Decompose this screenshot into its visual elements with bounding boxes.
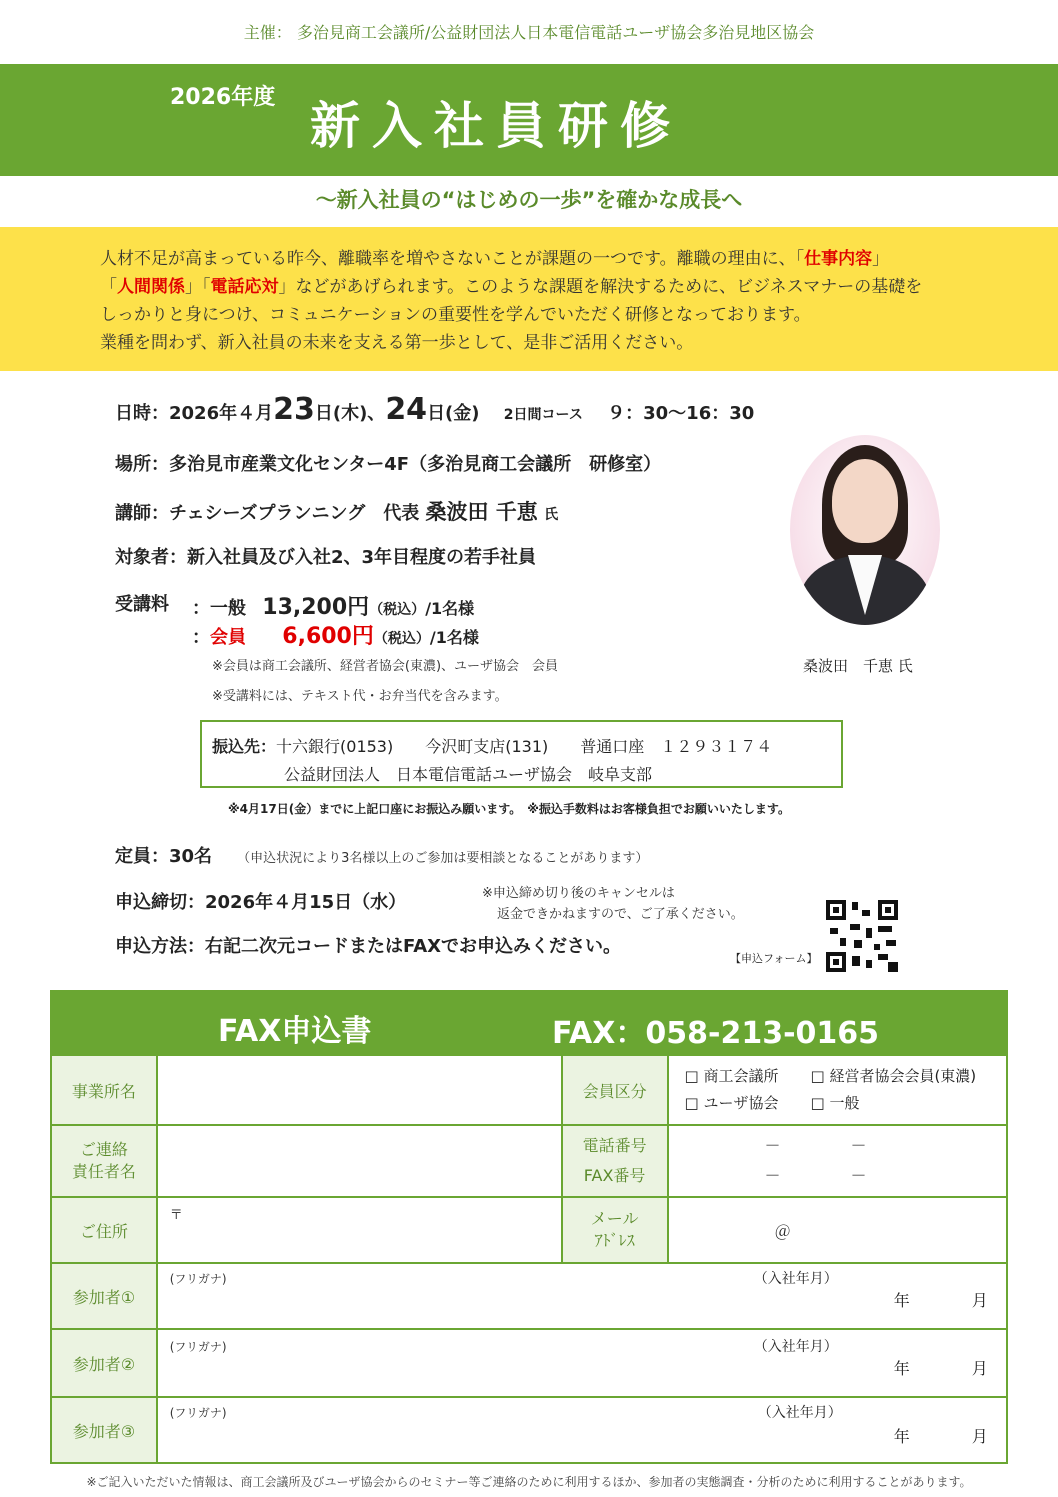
fee-member-label: 会員 bbox=[210, 627, 246, 648]
fee-note-includes: ※受講料には、テキスト代・お弁当代を含みます。 bbox=[212, 689, 508, 704]
phone-dash-2: － bbox=[850, 1136, 867, 1155]
participant-1-furigana: (フリガナ) bbox=[169, 1272, 227, 1286]
bank-account: 十六銀行(0153) 今沢町支店(131) 普通口座 １２９３１７４ bbox=[276, 737, 773, 756]
participant-3-label: 参加者③ bbox=[51, 1397, 157, 1463]
participant-2-field[interactable] bbox=[157, 1329, 1007, 1397]
intro-highlight-phone: 電話応対 bbox=[210, 277, 279, 297]
lecturer-photo bbox=[790, 435, 940, 625]
intro-text-4: 業種を問わず、新入社員の未来を支える第一歩として、是非ご活用ください。 bbox=[100, 333, 694, 353]
email-label-1: メール bbox=[590, 1209, 639, 1228]
intro-text-1a: 人材不足が高まっている昨今、離職率を増やさないことが課題の一つです。離職の理由に、「 bbox=[100, 249, 805, 269]
email-field[interactable] bbox=[668, 1197, 1007, 1263]
page-title: 新入社員研修 bbox=[310, 97, 682, 155]
option-user-assoc[interactable]: □ ユーザ協会 bbox=[684, 1094, 779, 1112]
contact-field[interactable] bbox=[157, 1125, 562, 1197]
contact-label-1: ご連絡 bbox=[79, 1140, 128, 1159]
lecturer-suffix: 氏 bbox=[544, 507, 559, 523]
phone-dash-1: － bbox=[764, 1136, 781, 1155]
subtitle: ～新入社員の“はじめの一歩”を確かな成長へ bbox=[315, 188, 743, 212]
capacity-row bbox=[115, 842, 648, 868]
intro-text-2a: 「 bbox=[100, 277, 117, 297]
time-range: ９：30～16：30 bbox=[607, 403, 755, 424]
lecturer-label: 講師：チェシーズプランニング 代表 bbox=[115, 503, 420, 524]
member-type-label: 会員区分 bbox=[562, 1055, 668, 1125]
member-type-options bbox=[668, 1055, 1007, 1125]
intro-text-1b: 」 bbox=[872, 249, 890, 269]
intro-highlight-job: 仕事内容 bbox=[804, 249, 873, 269]
participant-3-furigana: (フリガナ) bbox=[169, 1406, 227, 1420]
option-employers[interactable]: □ 経営者協会会員(東濃) bbox=[810, 1067, 977, 1085]
deadline-label: 申込締切：2026年４月15日（水） bbox=[115, 892, 407, 913]
intro-text bbox=[100, 245, 980, 357]
place-row: 場所：多治見市産業文化センター4F（多治見商工会議所 研修室） bbox=[115, 454, 662, 475]
participant-1-field[interactable] bbox=[157, 1263, 1007, 1329]
participant-1-year: 年 bbox=[893, 1291, 910, 1310]
fee-member-row bbox=[192, 619, 479, 650]
participant-1-label: 参加者① bbox=[51, 1263, 157, 1329]
fee-member-colon: ： bbox=[192, 627, 210, 648]
participant-2-month: 月 bbox=[971, 1359, 988, 1378]
bank-line-2: 公益財団法人 日本電信電話ユーザ協会 岐阜支部 bbox=[284, 765, 653, 784]
fax-dash-2: － bbox=[850, 1166, 867, 1185]
date-day-2: 24 bbox=[385, 392, 428, 427]
fee-member-price: 6,600円 bbox=[282, 624, 374, 649]
deadline-note-1: ※申込締め切り後のキャンセルは bbox=[482, 886, 675, 901]
postal-mark: 〒 bbox=[169, 1208, 183, 1223]
participant-2-label: 参加者② bbox=[51, 1329, 157, 1397]
phone-fax-label bbox=[562, 1125, 668, 1197]
photo-caption: 桑波田 千恵 氏 bbox=[803, 657, 913, 675]
email-label-2: ｱﾄﾞﾚｽ bbox=[594, 1231, 635, 1250]
lecturer-row bbox=[115, 496, 558, 526]
fax-number: FAX：058-213-0165 bbox=[552, 1016, 880, 1051]
participant-1-month: 月 bbox=[971, 1291, 988, 1310]
fax-form-title: FAX申込書 bbox=[218, 1014, 372, 1049]
fax-dash-1: － bbox=[764, 1166, 781, 1185]
fee-tax-note: （税込） bbox=[369, 602, 426, 618]
bank-notice: ※4月17日(金）までに上記口座にお振込み願います。 ※振込手数料はお客様負担でお願いいたします。 bbox=[228, 802, 790, 816]
date-day-2-weekday: 日(金) bbox=[427, 403, 480, 424]
participant-2-year: 年 bbox=[893, 1359, 910, 1378]
fax-form-header bbox=[50, 990, 1008, 1054]
fee-unit: /1名様 bbox=[425, 599, 475, 618]
contact-label-2: 責任者名 bbox=[71, 1162, 136, 1181]
intro-text-2c: 」などがあげられます。このような課題を解決するために、ビジネスマナーの基礎を bbox=[278, 277, 923, 297]
email-label bbox=[562, 1197, 668, 1263]
participant-3-join-label: （入社年月） bbox=[757, 1405, 842, 1421]
deadline-note-2: 返金できかねますので、ご了承ください。 bbox=[497, 907, 744, 922]
participant-1-join-label: （入社年月） bbox=[753, 1271, 838, 1287]
intro-text-3: しっかりと身につけ、コミュニケーションの重要性を学んでいただく研修となっております。 bbox=[100, 305, 811, 325]
email-at-mark: ＠ bbox=[774, 1221, 791, 1241]
qr-code-icon[interactable] bbox=[826, 900, 898, 972]
date-day-1-weekday: 日(木)、 bbox=[314, 403, 386, 424]
fax-form-table bbox=[50, 1054, 1008, 1464]
date-label: 日時：2026年４月 bbox=[115, 403, 274, 424]
phone-label: 電話番号 bbox=[582, 1136, 647, 1155]
fee-unit-member: /1名様 bbox=[429, 628, 479, 647]
fee-tax-note-member: （税込） bbox=[373, 631, 430, 647]
participant-3-year: 年 bbox=[893, 1427, 910, 1446]
fee-label: 受講料 bbox=[115, 594, 169, 615]
bank-line-1 bbox=[212, 734, 772, 757]
course-length: 2日間コース bbox=[503, 407, 583, 423]
intro-text-2b: 」「 bbox=[185, 277, 211, 297]
qr-caption: 【申込フォーム】 bbox=[730, 952, 818, 965]
participant-3-month: 月 bbox=[971, 1427, 988, 1446]
fee-note-membership: ※会員は商工会議所、経営者協会(東濃)、ユーザ協会 会員 bbox=[212, 659, 559, 674]
fee-general-price: 13,200円 bbox=[262, 595, 370, 620]
company-field[interactable] bbox=[157, 1055, 562, 1125]
address-label: ご住所 bbox=[51, 1197, 157, 1263]
capacity-label: 定員：30名 bbox=[115, 846, 213, 867]
date-day-1: 23 bbox=[273, 392, 315, 427]
bank-label: 振込先： bbox=[212, 737, 277, 756]
contact-label bbox=[51, 1125, 157, 1197]
fiscal-year: 2026年度 bbox=[170, 85, 276, 110]
target-row: 対象者：新入社員及び入社2、3年目程度の若手社員 bbox=[115, 547, 537, 568]
privacy-footer: ※ご記入いただいた情報は、商工会議所及びユーザ協会からのセミナー等ご連絡のために利用するほか、参加者の実態調査・分析のために利用することがあります。 bbox=[86, 1475, 972, 1489]
address-field[interactable] bbox=[157, 1197, 562, 1263]
fee-general-label: ：一般 bbox=[192, 598, 246, 619]
date-row bbox=[115, 392, 754, 427]
application-method: 申込方法：右記二次元コードまたはFAXでお申込みください。 bbox=[115, 936, 622, 957]
phone-fax-field[interactable] bbox=[668, 1125, 1007, 1197]
lecturer-name: 桑波田 千恵 bbox=[425, 500, 538, 524]
participant-2-furigana: (フリガナ) bbox=[169, 1340, 227, 1354]
fax-label: FAX番号 bbox=[583, 1166, 646, 1185]
capacity-note: （申込状況により3名様以上のご参加は要相談となることがあります） bbox=[237, 851, 649, 866]
option-general[interactable]: □ 一般 bbox=[810, 1094, 860, 1112]
participant-3-field[interactable] bbox=[157, 1397, 1007, 1463]
fee-general-row bbox=[192, 590, 474, 621]
host-organizers: 主催： 多治見商工会議所/公益財団法人日本電信電話ユーザ協会多治見地区協会 bbox=[243, 23, 815, 42]
option-chamber[interactable]: □ 商工会議所 bbox=[684, 1067, 779, 1085]
intro-highlight-relations: 人間関係 bbox=[117, 277, 185, 297]
participant-2-join-label: （入社年月） bbox=[753, 1339, 838, 1355]
company-label: 事業所名 bbox=[51, 1055, 157, 1125]
